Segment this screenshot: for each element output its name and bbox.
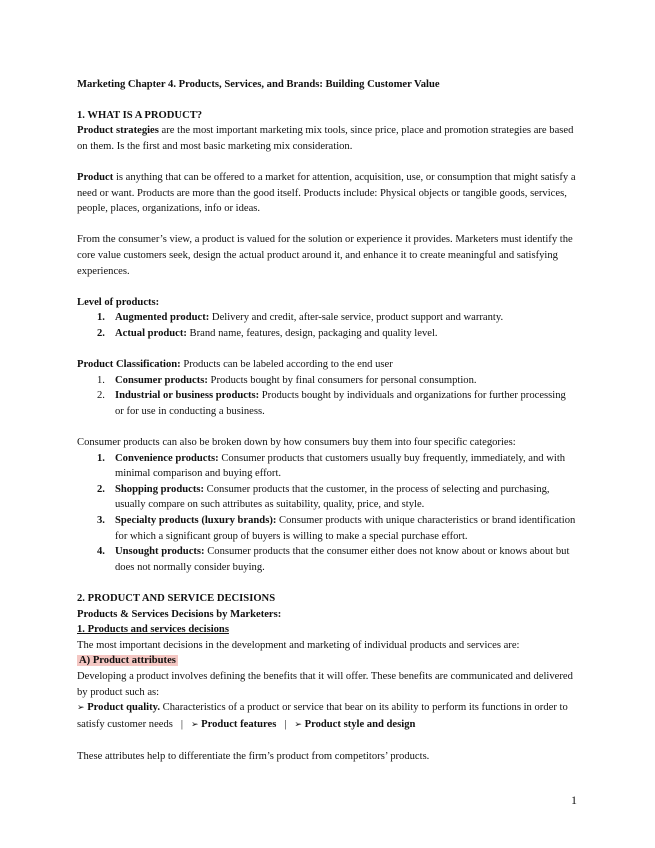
list-item: 1. Convenience products: Consumer products that customers usually buy frequently, immediately, and with minimal comparison and buying effort. — [97, 452, 566, 480]
classification-list — [77, 373, 577, 420]
arrow-bullet-icon: ➢ — [77, 703, 85, 714]
section-2-heading: 2. PRODUCT AND SERVICE DECISIONS — [77, 593, 276, 604]
classification-paragraph: Product Classification: Products can be labeled according to the end user — [77, 359, 393, 371]
list-item: 2. Industrial or business products: Products bought by individuals and organizations for further processing or for use in conducting a business. — [97, 390, 566, 417]
consumer-categories-list — [77, 451, 577, 576]
list-item: 4. Unsought products: Consumer products that the consumer either does not know about or knows about but does not normally consider buying. — [97, 546, 570, 573]
closing-paragraph: These attributes help to differentiate the firm’s product from competitors’ products. — [77, 750, 430, 762]
levels-list — [77, 310, 577, 341]
consumer-products-intro: Consumer products can also be broken down by how consumers buy them into four specific categories: — [77, 437, 516, 449]
product-attributes-text: Developing a product involves defining the benefits that it will offer. These benefits are communicated and delivered by product such as: — [77, 670, 573, 698]
page-number: 1 — [571, 793, 577, 807]
decisions-subheading: Products & Services Decisions by Marketers: — [77, 608, 282, 620]
document-body — [77, 77, 577, 765]
paragraph-product-definition: Product is anything that can be offered to a market for attention, acquisition, use, or consumption that might satisfy a need or want. Products are more than the good itself. Products include: Physical objects or tangible goods, services, people, places, organizations, info or ideas. — [77, 171, 576, 215]
arrow-bullet-icon: ➢ — [294, 719, 302, 730]
paragraph-consumer-view: From the consumer’s view, a product is valued for the solution or experience it provides. Marketers must identify the core value customers seek, design the actual product around it, and enhance it to create meaningful and satisfying experiences. — [77, 234, 573, 277]
decisions-intro: The most important decisions in the development and marketing of individual products and services are: — [77, 639, 520, 651]
product-attributes-heading: A) Product attributes — [79, 655, 176, 667]
arrow-bullet-icon: ➢ — [190, 719, 199, 730]
document-title: Marketing Chapter 4. Products, Services, and Brands: Building Customer Value — [77, 79, 440, 90]
list-item: 1. Augmented product: Delivery and credit, after-sale service, product support and warranty. — [97, 312, 504, 324]
attribute-items: ➢ Product quality. Characteristics of a product or service that bear on its ability to perform its functions in order to satisfy customer needs | ➢ Product features | ➢ Product style and design — [77, 702, 568, 730]
paragraph-product-strategies: Product strategies are the most important marketing mix tools, since price, place and promotion strategies are based on them. Is the first and most basic marketing mix consideration. — [77, 125, 574, 152]
list-item: 3. Specialty products (luxury brands): Consumer products with unique characteristics or brand identification for which a significant group of buyers is willing to make a special purchase effort. — [97, 515, 576, 542]
list-item: 2. Shopping products: Consumer products that the customer, in the process of selecting and purchasing, usually compare on such attributes as suitability, quality, price, and style. — [97, 483, 550, 511]
term-product: Product — [77, 171, 114, 183]
products-services-decisions-heading: 1. Products and services decisions — [77, 624, 229, 636]
section-1-heading: 1. WHAT IS A PRODUCT? — [77, 109, 203, 121]
term-product-strategies: Product strategies — [77, 125, 159, 137]
list-item: 2. Actual product: Brand name, features, design, packaging and quality level. — [97, 327, 438, 339]
list-item: 1. Consumer products: Products bought by final consumers for personal consumption. — [97, 374, 477, 386]
levels-heading: Level of products: — [77, 296, 160, 308]
